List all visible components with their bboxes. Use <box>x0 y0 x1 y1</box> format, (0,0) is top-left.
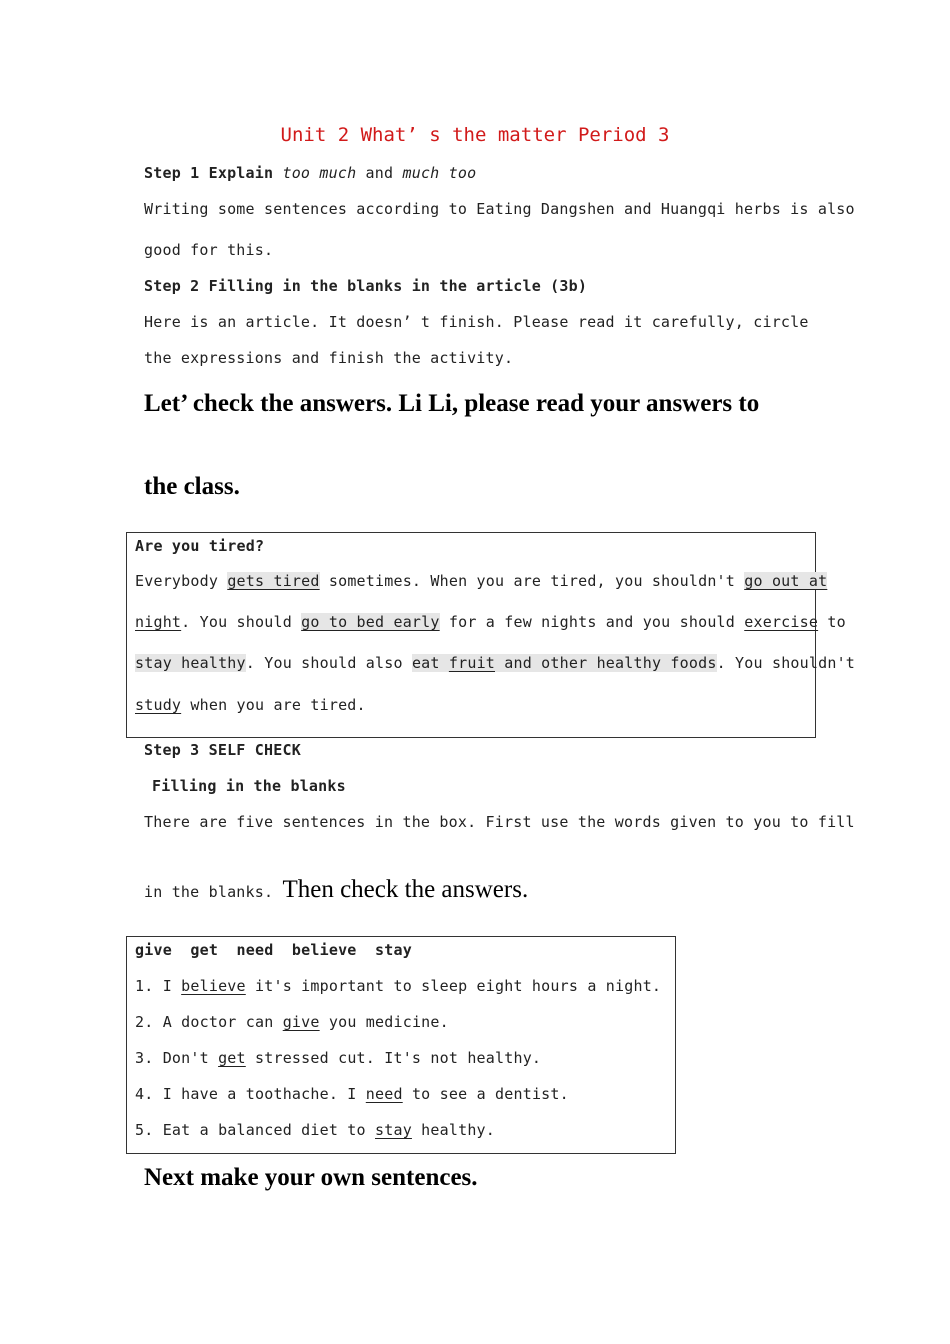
step3-line1: There are five sentences in the box. First use the words given to you to fill <box>144 813 855 831</box>
page-title: Unit 2 What’ s the matter Period 3 <box>280 124 670 146</box>
answer-exercise: exercise <box>744 613 819 631</box>
article-line-3 <box>135 654 855 672</box>
article-text: . You should <box>181 613 302 631</box>
item-text: 1. I <box>135 977 182 995</box>
wordbox-item <box>135 1049 541 1067</box>
answer-gets-tired: gets tired <box>227 572 320 590</box>
answer-fruit: fruit <box>448 654 496 672</box>
wordbox-item <box>135 1085 569 1103</box>
item-text: 2. A doctor can <box>135 1013 283 1031</box>
and-text: and <box>356 164 403 182</box>
item-text: 3. Don't <box>135 1049 219 1067</box>
article-text: . You should also <box>245 654 412 672</box>
step1-heading-label: Step 1 Explain <box>144 164 283 182</box>
answer-eat: eat <box>411 654 449 672</box>
article-line-1 <box>135 572 827 590</box>
step3-heading: Step 3 SELF CHECK <box>144 741 301 759</box>
step2-line2: the expressions and finish the activity. <box>144 349 514 367</box>
step3-line2-big: Then check the answers. <box>282 876 529 903</box>
item-answer: give <box>282 1013 320 1031</box>
step3-line2-small: in the blanks. <box>144 883 283 901</box>
wordbox-item <box>135 1013 449 1031</box>
term-much-too: much too <box>402 164 477 182</box>
answer-go-out-at: go out at <box>744 572 828 590</box>
item-answer: believe <box>181 977 246 995</box>
item-text: you medicine. <box>319 1013 449 1031</box>
answer-night: night <box>135 613 182 631</box>
step2-heading: Step 2 Filling in the blanks in the article (3b) <box>144 277 588 295</box>
article-text: Everybody <box>135 572 228 590</box>
item-answer: get <box>218 1049 246 1067</box>
check-line1: Let’ check the answers. Li Li, please read your answers to <box>144 390 760 417</box>
article-line-4 <box>135 696 366 714</box>
article-text: for a few nights and you should <box>439 613 745 631</box>
step1-line2: good for this. <box>144 241 274 259</box>
wordbox-item <box>135 977 661 995</box>
answer-healthy-foods: and other healthy foods <box>495 654 717 672</box>
item-text: 4. I have a toothache. I <box>135 1085 366 1103</box>
item-text: it's important to sleep eight hours a night. <box>245 977 662 995</box>
article-text: to <box>818 613 846 631</box>
step1-line1: Writing some sentences according to Eating Dangshen and Huangqi herbs is also <box>144 200 855 218</box>
article-text: sometimes. When you are tired, you shouldn't <box>319 572 745 590</box>
article-text: . You shouldn't <box>716 654 856 672</box>
item-text: 5. Eat a balanced diet to <box>135 1121 375 1139</box>
word-list: give get need believe stay <box>135 941 412 959</box>
closing-line: Next make your own sentences. <box>144 1164 478 1191</box>
item-text: stressed cut. It's not healthy. <box>245 1049 542 1067</box>
step2-line1: Here is an article. It doesn’ t finish. Please read it carefully, circle <box>144 313 809 331</box>
item-text: healthy. <box>411 1121 496 1139</box>
article-text: when you are tired. <box>181 696 366 714</box>
step3-subheading: Filling in the blanks <box>152 777 346 795</box>
item-answer: stay <box>375 1121 412 1139</box>
step3-line2 <box>144 876 528 904</box>
article-title: Are you tired? <box>135 537 265 555</box>
answer-study: study <box>135 696 182 714</box>
item-answer: need <box>365 1085 403 1103</box>
article-line-2 <box>135 613 846 631</box>
answer-go-to-bed-early: go to bed early <box>301 613 440 631</box>
item-text: to see a dentist. <box>402 1085 569 1103</box>
wordbox-item <box>135 1121 495 1139</box>
term-too-much: too much <box>282 164 357 182</box>
answer-stay-healthy: stay healthy <box>135 654 246 672</box>
step1-heading <box>144 164 476 182</box>
check-line2: the class. <box>144 473 240 500</box>
